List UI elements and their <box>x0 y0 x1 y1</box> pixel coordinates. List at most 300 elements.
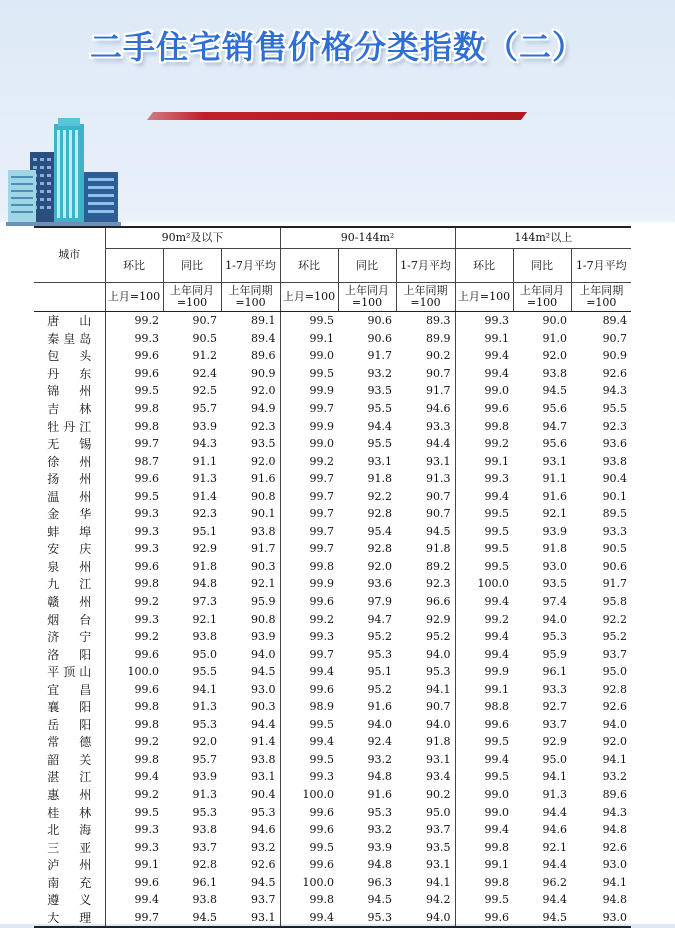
index-value-cell: 99.3 <box>455 312 513 330</box>
city-name-cell <box>34 628 105 646</box>
index-value-cell: 92.3 <box>192 507 217 521</box>
index-value-cell: 99.3 <box>105 523 163 541</box>
index-value-cell: 99.5 <box>280 751 338 769</box>
index-value-cell: 94.5 <box>367 893 393 907</box>
index-value-cell: 91.8 <box>367 472 393 486</box>
city-name: 安庆 <box>47 542 92 557</box>
city-name-cell <box>34 698 105 716</box>
index-value-cell: 92.0 <box>192 735 217 749</box>
index-value-cell: 89.4 <box>251 331 276 345</box>
city-name: 秦皇岛 <box>47 331 92 346</box>
index-value-cell: 93.1 <box>221 909 280 928</box>
index-value-cell: 90.4 <box>251 788 276 802</box>
index-value-cell: 100.0 <box>455 575 513 593</box>
index-value-cell: 99.2 <box>455 435 513 453</box>
base-header: 上年同期=100 <box>396 283 455 312</box>
group-header: 90-144m² <box>280 227 455 249</box>
table-row <box>34 751 631 769</box>
index-value-cell: 94.5 <box>251 665 276 679</box>
index-value-cell: 93.1 <box>426 752 451 766</box>
index-value-cell: 93.8 <box>542 366 568 380</box>
header-spacer <box>34 283 105 312</box>
index-value-cell: 90.7 <box>426 366 451 380</box>
price-index-table <box>34 226 631 928</box>
index-value-cell: 97.4 <box>542 595 568 609</box>
index-value-cell: 99.9 <box>280 417 338 435</box>
index-value-cell: 99.1 <box>105 856 163 874</box>
index-value-cell: 90.3 <box>251 700 276 714</box>
base-header: 上年同期=100 <box>571 283 631 312</box>
index-value-cell: 92.0 <box>251 454 276 468</box>
index-value-cell: 98.8 <box>455 698 513 716</box>
index-value-cell: 90.1 <box>602 489 628 503</box>
city-name: 金华 <box>47 507 92 522</box>
index-value-cell: 99.6 <box>105 365 163 383</box>
index-value-cell: 99.5 <box>105 803 163 821</box>
index-value-cell: 90.9 <box>602 349 628 363</box>
city-name: 惠州 <box>47 788 92 803</box>
index-value-cell: 92.8 <box>602 682 628 696</box>
city-name-cell <box>34 751 105 769</box>
index-value-cell: 93.5 <box>426 840 451 854</box>
index-value-cell: 91.6 <box>251 472 276 486</box>
index-value-cell: 94.8 <box>602 893 628 907</box>
index-value-cell: 99.2 <box>105 593 163 611</box>
index-value-cell: 99.6 <box>455 716 513 734</box>
index-value-cell: 92.1 <box>542 507 568 521</box>
index-value-cell: 99.3 <box>105 821 163 839</box>
city-name: 遵义 <box>47 893 92 908</box>
index-value-cell: 93.2 <box>367 823 393 837</box>
table-row <box>34 821 631 839</box>
index-value-cell: 93.3 <box>426 419 451 433</box>
index-value-cell: 93.9 <box>542 524 568 538</box>
city-name: 洛阳 <box>47 647 92 662</box>
index-value-cell: 96.1 <box>542 665 568 679</box>
city-name: 湛江 <box>47 770 92 785</box>
city-name: 赣州 <box>47 595 92 610</box>
index-value-cell: 94.4 <box>367 419 393 433</box>
index-value-cell: 93.8 <box>192 823 217 837</box>
city-name: 九江 <box>47 577 92 592</box>
index-value-cell: 99.1 <box>455 330 513 348</box>
index-value-cell: 99.4 <box>455 751 513 769</box>
index-value-cell: 99.3 <box>280 768 338 786</box>
city-name: 吉林 <box>47 402 92 416</box>
index-value-cell: 99.8 <box>455 874 513 892</box>
city-name-cell <box>34 330 105 348</box>
sub-header: 同比 <box>513 249 571 283</box>
city-name-cell <box>34 312 105 330</box>
index-value-cell: 99.6 <box>105 558 163 576</box>
index-value-cell: 99.7 <box>280 487 338 505</box>
index-value-cell: 91.4 <box>251 735 276 749</box>
city-name: 蚌埠 <box>47 524 92 539</box>
index-value-cell: 90.0 <box>542 314 568 328</box>
index-value-cell: 95.2 <box>367 630 393 644</box>
index-value-cell: 93.0 <box>571 909 631 928</box>
index-value-cell: 89.2 <box>426 559 451 573</box>
index-value-cell: 95.0 <box>542 752 568 766</box>
index-value-cell: 99.1 <box>455 680 513 698</box>
index-value-cell: 99.3 <box>105 505 163 523</box>
index-value-cell: 91.8 <box>426 735 451 749</box>
index-value-cell: 99.1 <box>455 856 513 874</box>
index-value-cell: 94.6 <box>426 402 451 415</box>
sub-header: 1-7月平均 <box>571 249 631 283</box>
index-value-cell: 94.5 <box>426 524 451 538</box>
city-name: 韶关 <box>47 752 92 767</box>
index-value-cell: 93.2 <box>251 840 276 854</box>
index-value-cell: 91.8 <box>426 542 451 556</box>
index-value-cell: 89.6 <box>251 349 276 363</box>
index-value-cell: 94.4 <box>542 893 568 907</box>
table-row <box>34 838 631 856</box>
index-value-cell: 93.1 <box>426 454 451 468</box>
city-name: 常德 <box>47 735 92 750</box>
city-name: 徐州 <box>47 454 92 469</box>
index-value-cell: 91.3 <box>192 472 217 486</box>
index-value-cell: 99.8 <box>455 417 513 435</box>
index-value-cell: 93.7 <box>602 647 628 661</box>
index-value-cell: 92.0 <box>367 559 393 573</box>
index-value-cell: 89.5 <box>602 507 628 521</box>
index-value-cell: 93.9 <box>251 630 276 644</box>
city-name-cell <box>34 523 105 541</box>
index-value-cell: 94.6 <box>251 823 276 837</box>
table-row <box>34 505 631 523</box>
table-row <box>34 768 631 786</box>
table-row <box>34 874 631 892</box>
index-value-cell: 99.9 <box>280 382 338 400</box>
index-value-cell: 94.1 <box>602 752 628 766</box>
sub-header: 环比 <box>455 249 513 283</box>
index-value-cell: 92.8 <box>367 507 393 521</box>
index-value-cell: 99.5 <box>455 768 513 786</box>
index-value-cell: 99.5 <box>455 558 513 576</box>
index-value-cell: 93.9 <box>192 770 217 784</box>
sub-header: 同比 <box>163 249 221 283</box>
index-value-cell: 94.4 <box>542 858 568 872</box>
table-row <box>34 680 631 698</box>
index-value-cell: 90.4 <box>602 472 628 486</box>
table-row <box>34 733 631 751</box>
city-name-cell <box>34 417 105 435</box>
index-value-cell: 94.0 <box>602 717 628 731</box>
sub-header: 1-7月平均 <box>396 249 455 283</box>
index-value-cell: 93.8 <box>192 630 217 644</box>
index-value-cell: 94.1 <box>542 770 568 784</box>
index-value-cell: 99.6 <box>455 400 513 418</box>
index-value-cell: 99.4 <box>280 909 338 928</box>
index-value-cell: 92.2 <box>602 612 628 626</box>
index-value-cell: 100.0 <box>280 786 338 804</box>
index-value-cell: 98.9 <box>280 698 338 716</box>
index-value-cell: 93.8 <box>602 454 628 468</box>
index-value-cell: 95.4 <box>367 524 393 538</box>
index-value-cell: 94.1 <box>426 682 451 696</box>
index-value-cell: 90.6 <box>367 314 393 328</box>
city-name-cell <box>34 786 105 804</box>
table-row <box>34 628 631 646</box>
index-value-cell: 99.2 <box>455 610 513 628</box>
city-column-header: 城市 <box>34 227 105 283</box>
city-name: 牡丹江 <box>47 419 92 434</box>
index-value-cell: 97.3 <box>192 595 217 609</box>
index-value-cell: 99.4 <box>455 365 513 383</box>
index-value-cell: 99.4 <box>105 768 163 786</box>
index-value-cell: 93.8 <box>192 893 217 907</box>
index-value-cell: 92.6 <box>602 366 628 380</box>
index-value-cell: 89.3 <box>426 314 451 328</box>
index-value-cell: 91.3 <box>426 472 451 486</box>
index-value-cell: 93.8 <box>251 752 276 766</box>
index-value-cell: 99.8 <box>105 575 163 593</box>
index-value-cell: 99.5 <box>455 523 513 541</box>
table-row <box>34 698 631 716</box>
index-value-cell: 92.6 <box>602 840 628 854</box>
building-illustration-icon <box>6 118 121 226</box>
index-value-cell: 95.1 <box>367 665 393 679</box>
city-name-cell <box>34 610 105 628</box>
index-value-cell: 99.6 <box>105 874 163 892</box>
index-value-cell: 99.0 <box>280 347 338 365</box>
index-value-cell: 94.5 <box>163 909 221 928</box>
index-value-cell: 91.7 <box>367 349 393 363</box>
index-value-cell: 92.0 <box>251 384 276 398</box>
index-value-cell: 99.2 <box>105 733 163 751</box>
index-value-cell: 94.8 <box>367 858 393 872</box>
index-value-cell: 92.9 <box>542 735 568 749</box>
city-name-cell <box>34 663 105 681</box>
index-value-cell: 91.8 <box>192 559 217 573</box>
index-value-cell: 93.6 <box>367 577 393 591</box>
index-value-cell: 99.5 <box>455 505 513 523</box>
index-value-cell: 95.0 <box>192 647 217 661</box>
index-value-cell: 91.1 <box>542 472 568 486</box>
city-name-cell <box>34 505 105 523</box>
index-value-cell: 99.5 <box>280 838 338 856</box>
city-name-cell <box>34 400 105 418</box>
index-value-cell: 94.4 <box>251 717 276 731</box>
index-value-cell: 99.6 <box>105 470 163 488</box>
index-value-cell: 93.7 <box>542 717 568 731</box>
index-value-cell: 94.3 <box>602 805 628 819</box>
index-value-cell: 92.7 <box>542 700 568 714</box>
index-value-cell: 96.2 <box>542 875 568 889</box>
index-value-cell: 92.3 <box>426 577 451 591</box>
index-value-cell: 93.2 <box>367 752 393 766</box>
index-value-cell: 95.2 <box>367 682 393 696</box>
index-value-cell: 94.8 <box>602 823 628 837</box>
index-value-cell: 99.6 <box>280 680 338 698</box>
index-value-cell: 99.8 <box>455 838 513 856</box>
index-value-cell: 99.6 <box>280 821 338 839</box>
index-value-cell: 94.2 <box>426 893 451 907</box>
table-row <box>34 575 631 593</box>
index-value-cell: 91.3 <box>192 788 217 802</box>
index-value-cell: 99.5 <box>280 365 338 383</box>
index-value-cell: 94.0 <box>426 647 451 661</box>
index-value-cell: 94.0 <box>367 717 393 731</box>
city-name-cell <box>34 435 105 453</box>
index-value-cell: 93.9 <box>192 419 217 433</box>
red-divider-bar <box>147 112 527 120</box>
index-value-cell: 93.9 <box>367 840 393 854</box>
index-value-cell: 99.3 <box>105 610 163 628</box>
table-row <box>34 365 631 383</box>
index-value-cell: 95.8 <box>602 595 628 609</box>
table-row <box>34 470 631 488</box>
table-row <box>34 856 631 874</box>
city-name: 锦州 <box>47 384 92 399</box>
index-value-cell: 99.6 <box>455 909 513 928</box>
index-value-cell: 95.5 <box>192 665 217 679</box>
index-value-cell: 95.3 <box>367 805 393 819</box>
index-value-cell: 94.4 <box>542 805 568 819</box>
index-value-cell: 92.3 <box>602 419 628 433</box>
index-value-cell: 93.7 <box>426 823 451 837</box>
index-value-cell: 91.7 <box>251 542 276 556</box>
index-value-cell: 95.2 <box>602 630 628 644</box>
index-value-cell: 93.1 <box>542 454 568 468</box>
base-header: 上月=100 <box>105 283 163 312</box>
table-row <box>34 523 631 541</box>
index-value-cell: 96.1 <box>192 875 217 889</box>
index-value-cell: 99.5 <box>455 540 513 558</box>
city-name-cell <box>34 593 105 611</box>
index-value-cell: 100.0 <box>280 874 338 892</box>
base-header: 上月=100 <box>455 283 513 312</box>
index-value-cell: 90.7 <box>426 700 451 714</box>
index-value-cell: 93.8 <box>251 524 276 538</box>
page-title: 二手住宅销售价格分类指数（二） <box>89 28 585 66</box>
index-value-cell: 99.0 <box>455 803 513 821</box>
index-value-cell: 91.6 <box>367 788 393 802</box>
table-row <box>34 786 631 804</box>
city-name: 襄阳 <box>47 700 92 715</box>
index-value-cell: 93.3 <box>542 682 568 696</box>
index-value-cell: 99.2 <box>105 628 163 646</box>
index-value-cell: 99.5 <box>280 312 338 330</box>
index-value-cell: 99.8 <box>280 558 338 576</box>
index-value-cell: 99.2 <box>280 610 338 628</box>
city-name: 平顶山 <box>47 665 92 680</box>
index-value-cell: 92.8 <box>367 542 393 556</box>
index-value-cell: 92.0 <box>542 349 568 363</box>
table-row <box>34 593 631 611</box>
index-value-cell: 99.9 <box>455 663 513 681</box>
index-value-cell: 90.2 <box>426 349 451 363</box>
index-value-cell: 94.1 <box>426 875 451 889</box>
index-value-cell: 99.4 <box>280 733 338 751</box>
index-value-cell: 92.4 <box>192 366 217 380</box>
index-value-cell: 93.2 <box>367 366 393 380</box>
index-value-cell: 91.4 <box>192 489 217 503</box>
index-value-cell: 99.6 <box>105 645 163 663</box>
table-row <box>34 558 631 576</box>
city-name: 泸州 <box>47 858 92 873</box>
index-value-cell: 99.4 <box>455 645 513 663</box>
index-value-cell: 94.3 <box>602 384 628 398</box>
index-value-cell: 99.3 <box>455 470 513 488</box>
index-value-cell: 94.3 <box>192 437 217 451</box>
index-value-cell: 99.2 <box>105 312 163 330</box>
city-name-cell <box>34 680 105 698</box>
city-name-cell <box>34 768 105 786</box>
group-header: 144m²以上 <box>455 227 631 249</box>
index-value-cell: 89.1 <box>251 314 276 328</box>
index-value-cell: 99.0 <box>455 382 513 400</box>
index-value-cell: 99.4 <box>455 487 513 505</box>
index-value-cell: 95.3 <box>367 647 393 661</box>
index-value-cell: 92.6 <box>251 858 276 872</box>
index-value-cell: 90.8 <box>251 489 276 503</box>
index-value-cell: 99.7 <box>105 909 163 928</box>
index-value-cell: 93.6 <box>602 437 628 451</box>
index-value-cell: 90.7 <box>602 331 628 345</box>
index-value-cell: 90.7 <box>192 314 217 328</box>
index-value-cell: 99.5 <box>280 716 338 734</box>
index-value-cell: 99.8 <box>105 400 163 418</box>
index-value-cell: 93.0 <box>251 682 276 696</box>
index-value-cell: 91.3 <box>542 788 568 802</box>
city-name: 温州 <box>47 489 92 504</box>
index-value-cell: 99.7 <box>105 435 163 453</box>
index-value-cell: 90.6 <box>602 559 628 573</box>
index-value-cell: 91.7 <box>426 384 451 398</box>
table-row <box>34 487 631 505</box>
index-value-cell: 95.1 <box>192 524 217 538</box>
base-header: 上年同期=100 <box>221 283 280 312</box>
index-value-cell: 94.9 <box>251 402 276 415</box>
city-name: 扬州 <box>47 472 92 487</box>
index-value-cell: 99.4 <box>455 628 513 646</box>
index-value-cell: 91.6 <box>542 489 568 503</box>
index-value-cell: 90.7 <box>426 489 451 503</box>
table-row <box>34 312 631 330</box>
index-value-cell: 91.0 <box>542 331 568 345</box>
index-value-cell: 99.1 <box>280 330 338 348</box>
price-index-table-container <box>34 226 631 928</box>
index-value-cell: 94.7 <box>542 419 568 433</box>
index-value-cell: 94.1 <box>602 875 628 889</box>
index-value-cell: 95.7 <box>192 752 217 766</box>
index-value-cell: 99.5 <box>105 487 163 505</box>
city-name-cell <box>34 821 105 839</box>
index-value-cell: 93.2 <box>602 770 628 784</box>
index-value-cell: 90.3 <box>251 559 276 573</box>
city-name: 济宁 <box>47 630 92 645</box>
index-value-cell: 91.3 <box>192 700 217 714</box>
city-name-cell <box>34 733 105 751</box>
index-value-cell: 95.3 <box>338 909 396 928</box>
index-value-cell: 99.3 <box>280 628 338 646</box>
index-value-cell: 99.7 <box>280 540 338 558</box>
index-value-cell: 89.9 <box>426 331 451 345</box>
index-value-cell: 95.5 <box>367 437 393 451</box>
index-value-cell: 93.4 <box>426 770 451 784</box>
index-value-cell: 94.6 <box>542 823 568 837</box>
city-name: 宜昌 <box>47 682 92 697</box>
index-value-cell: 99.3 <box>105 838 163 856</box>
index-value-cell: 93.0 <box>602 858 628 872</box>
city-name-cell <box>34 382 105 400</box>
table-row <box>34 803 631 821</box>
index-value-cell: 98.7 <box>105 452 163 470</box>
index-value-cell: 94.0 <box>426 717 451 731</box>
index-value-cell: 94.7 <box>367 612 393 626</box>
